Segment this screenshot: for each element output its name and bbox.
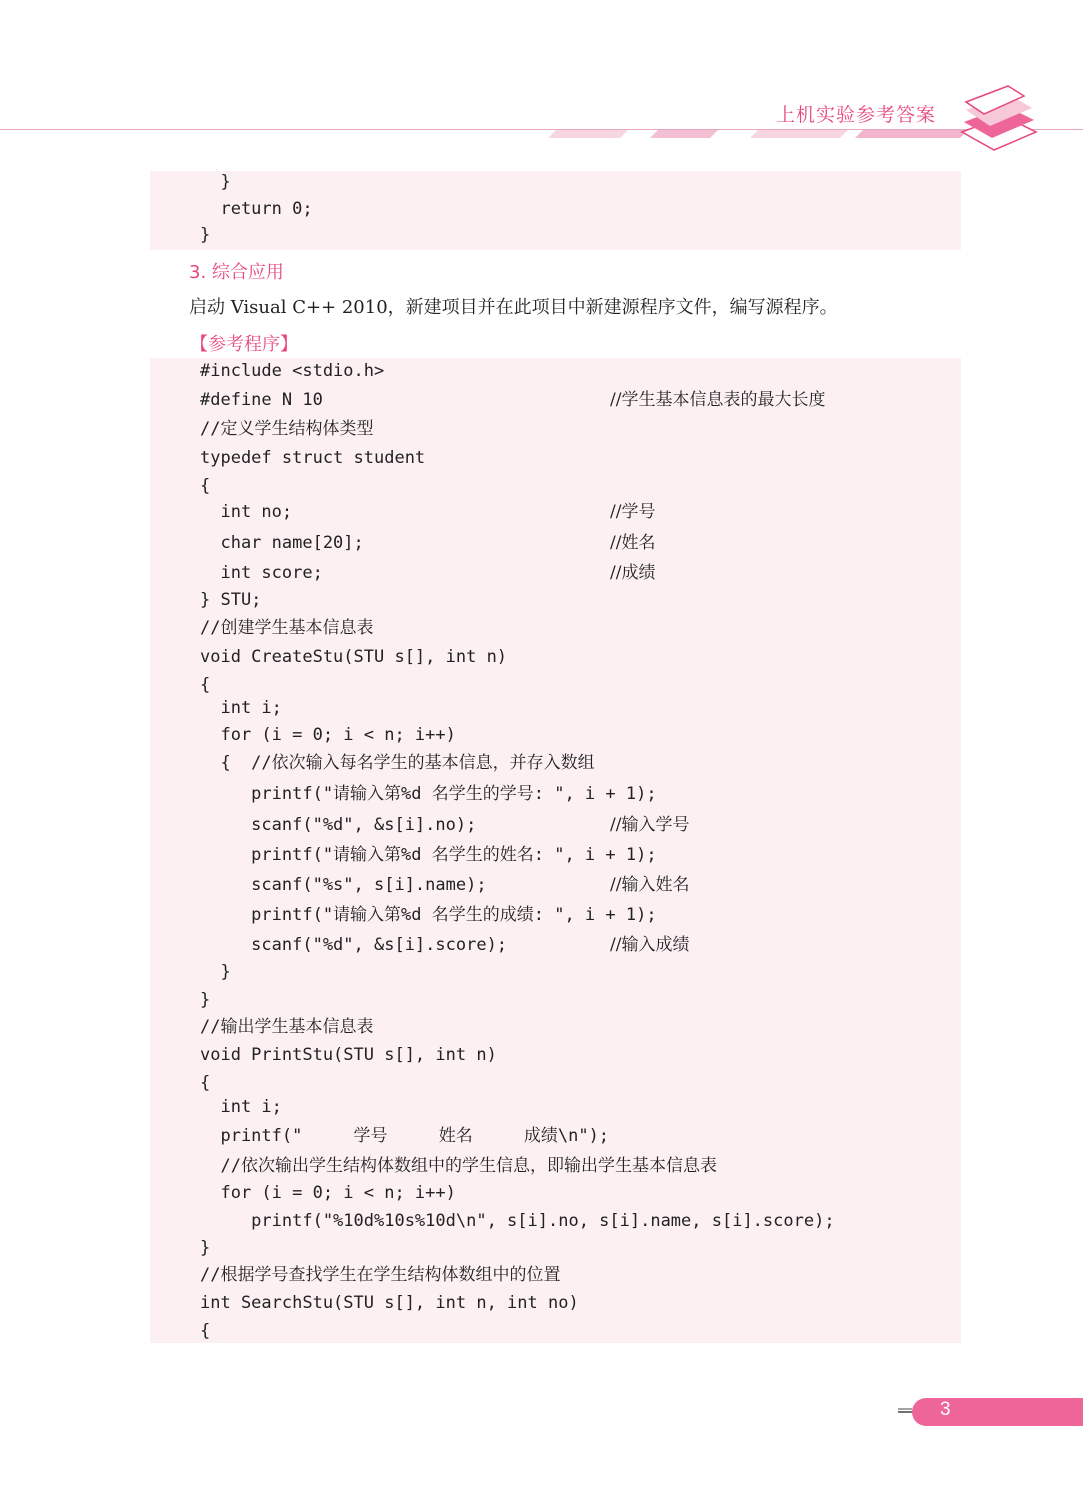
code-line: }: [200, 962, 231, 982]
code-line: int score;: [200, 563, 323, 583]
code-line: }: [200, 990, 211, 1010]
code-line: printf("请输入第%d 名学生的姓名: ", i + 1);: [200, 845, 657, 865]
code-line: char name[20];: [200, 533, 364, 553]
running-header-title: 上机实验参考答案: [775, 104, 936, 126]
code-line: {: [200, 675, 211, 695]
code-line: {: [200, 1321, 211, 1341]
code-line: //输出学生基本信息表: [200, 1017, 374, 1037]
code-line: printf(" 学号 姓名 成绩\n");: [200, 1126, 610, 1146]
reference-program-label: 【参考程序】: [190, 334, 298, 355]
code-comment: //输入成绩: [610, 935, 690, 955]
code-line: for (i = 0; i < n; i++): [200, 1183, 456, 1203]
code-line: }: [200, 1238, 211, 1258]
code-line: }: [200, 172, 231, 192]
code-line: }: [200, 225, 211, 245]
code-line: //创建学生基本信息表: [200, 618, 374, 638]
code-line: int i;: [200, 698, 282, 718]
code-comment: //成绩: [610, 563, 656, 583]
page-number: 3: [940, 1399, 951, 1420]
code-comment: //学号: [610, 502, 656, 522]
code-comment: //输入姓名: [610, 875, 690, 895]
code-line: #include <stdio.h>: [200, 361, 385, 381]
instruction-paragraph: 启动 Visual C++ 2010，新建项目并在此项目中新建源程序文件，编写源程序。: [189, 297, 838, 318]
code-line: scanf("%d", &s[i].no);: [200, 815, 477, 835]
code-line: //依次输出学生结构体数组中的学生信息，即输出学生基本信息表: [200, 1156, 717, 1176]
code-line: for (i = 0; i < n; i++): [200, 725, 456, 745]
code-line: scanf("%d", &s[i].score);: [200, 935, 508, 955]
code-line: printf("请输入第%d 名学生的学号: ", i + 1);: [200, 784, 657, 804]
code-line: scanf("%s", s[i].name);: [200, 875, 487, 895]
code-line: printf("请输入第%d 名学生的成绩: ", i + 1);: [200, 905, 657, 925]
section-heading: 3. 综合应用: [189, 262, 284, 283]
code-line: {: [200, 1073, 211, 1093]
code-line: {: [200, 476, 211, 496]
page-number-tab: [912, 1398, 1083, 1426]
code-line: typedef struct student: [200, 448, 426, 468]
code-line: //定义学生结构体类型: [200, 419, 374, 439]
code-line: } STU;: [200, 590, 262, 610]
code-line: int i;: [200, 1097, 282, 1117]
code-line: int SearchStu(STU s[], int n, int no): [200, 1293, 579, 1313]
code-comment: //输入学号: [610, 815, 690, 835]
code-comment: //姓名: [610, 533, 656, 553]
header-decorative-stripe: [548, 130, 968, 138]
code-line: void PrintStu(STU s[], int n): [200, 1045, 497, 1065]
code-comment: //学生基本信息表的最大长度: [610, 390, 826, 410]
code-line: { //依次输入每名学生的基本信息，并存入数组: [200, 753, 595, 773]
code-line: void CreateStu(STU s[], int n): [200, 647, 508, 667]
code-line: int no;: [200, 502, 293, 522]
code-line: printf("%10d%10s%10d\n", s[i].no, s[i].name, s[i].score);: [200, 1211, 835, 1231]
code-line: #define N 10: [200, 390, 323, 410]
layered-diamond-logo-icon: [952, 80, 1042, 160]
code-line: return 0;: [200, 199, 313, 219]
code-line: //根据学号查找学生在学生结构体数组中的位置: [200, 1265, 561, 1285]
